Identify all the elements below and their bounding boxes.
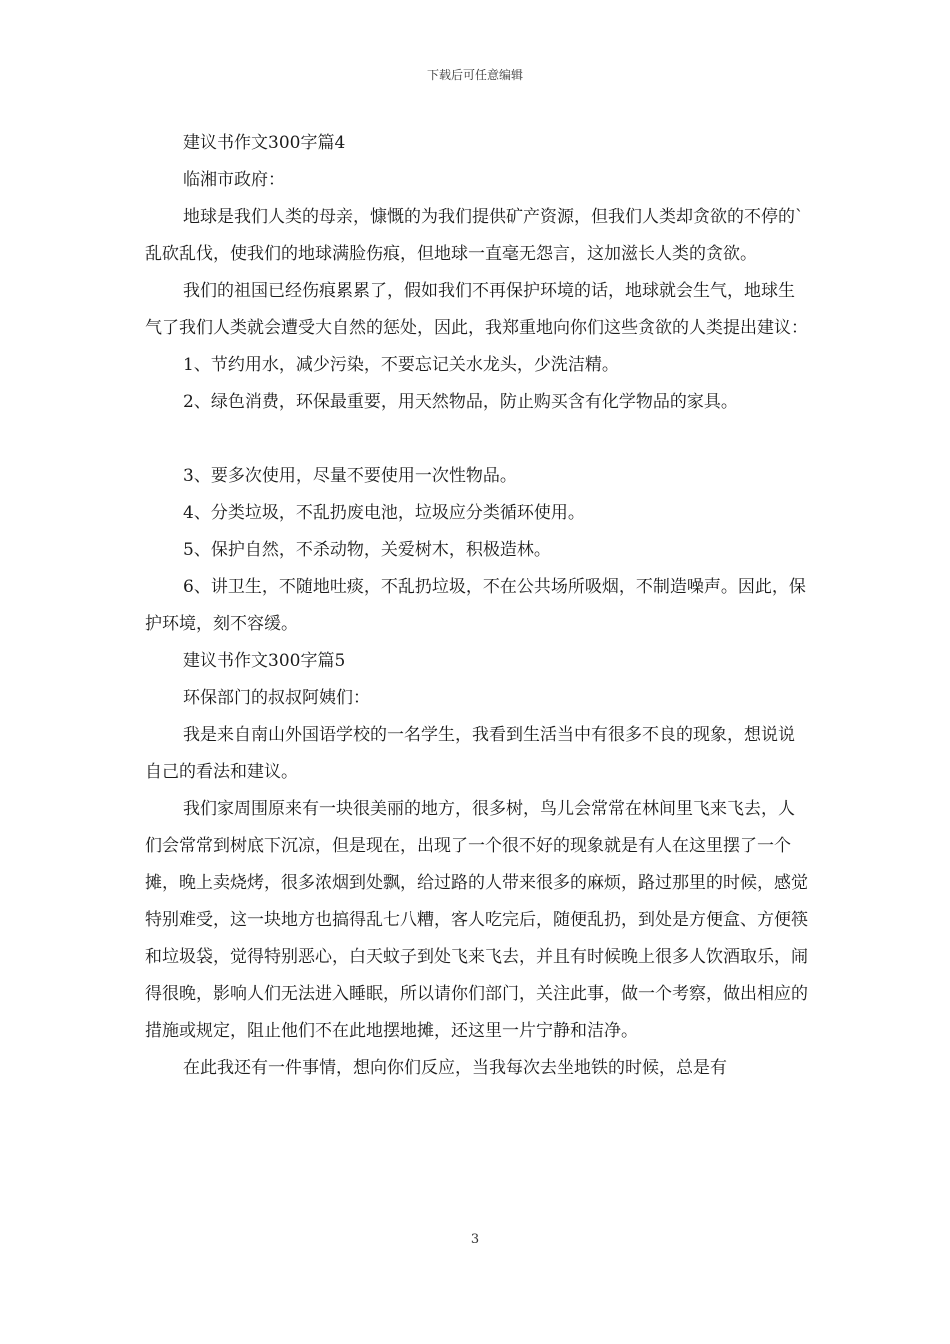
body-paragraph: 我们家周围原来有一块很美丽的地方，很多树，鸟儿会常常在林间里飞来飞去，人们会常常到树底下沉凉，但是现在，出现了一个很不好的现象就是有人在这里摆了一个摊，晚上卖烧烤，很多浓烟到处飘，给过路的人带来很多的麻烦，路过那里的时候，感觉特别难受，这一块地方也搞得乱七八糟，客人吃完后，随便乱扔，到处是方便盒、方便筷和垃圾袋，觉得特别恶心，白天蚊子到处飞来飞去，并且有时候晚上很多人饮酒取乐，闹得很晚，影响人们无法进入睡眠，所以请你们部门，关注此事，做一个考察，做出相应的措施或规定，阻止他们不在此地摆地摊，还这里一片宁静和洁净。 [145, 799, 808, 1041]
page-number: 3 [470, 1232, 480, 1247]
list-item: 4、分类垃圾，不乱扔废电池，垃圾应分类循环使用。 [183, 503, 585, 523]
page-header: 下载后可任意编辑 [426, 68, 523, 82]
list-item: 1、节约用水，减少污染，不要忘记关水龙头，少洗洁精。 [183, 355, 619, 375]
blank-line [145, 421, 810, 458]
body-paragraph: 我是来自南山外国语学校的一名学生，我看到生活当中有很多不良的现象，想说说自己的看法和建议。 [145, 725, 795, 782]
section-title: 建议书作文300字篇5 [183, 651, 346, 671]
body-paragraph: 我们的祖国已经伤痕累累了，假如我们不再保护环境的话，地球就会生气，地球生气了我们人类就会遭受大自然的惩处，因此，我郑重地向你们这些贪欲的人类提出建议： [145, 281, 808, 338]
document-body [145, 125, 810, 1087]
list-item: 5、保护自然，不杀动物，关爱树木，积极造林。 [183, 540, 551, 560]
list-item: 6、讲卫生，不随地吐痰，不乱扔垃圾，不在公共场所吸烟，不制造噪声。因此，保护环境，刻不容缓。 [145, 577, 806, 634]
body-paragraph: 在此我还有一件事情，想向你们反应，当我每次去坐地铁的时候，总是有 [183, 1058, 727, 1078]
salutation: 环保部门的叔叔阿姨们： [183, 688, 370, 708]
section-title: 建议书作文300字篇4 [183, 133, 346, 153]
list-item: 3、要多次使用，尽量不要使用一次性物品。 [183, 466, 517, 486]
body-paragraph: 地球是我们人类的母亲，慷慨的为我们提供矿产资源，但我们人类却贪欲的不停的`乱砍乱伐，使我们的地球满脸伤痕，但地球一直毫无怨言，这加滋长人类的贪欲。 [145, 207, 804, 264]
list-item: 2、绿色消费，环保最重要，用天然物品，防止购买含有化学物品的家具。 [183, 392, 738, 412]
salutation: 临湘市政府： [183, 170, 285, 190]
